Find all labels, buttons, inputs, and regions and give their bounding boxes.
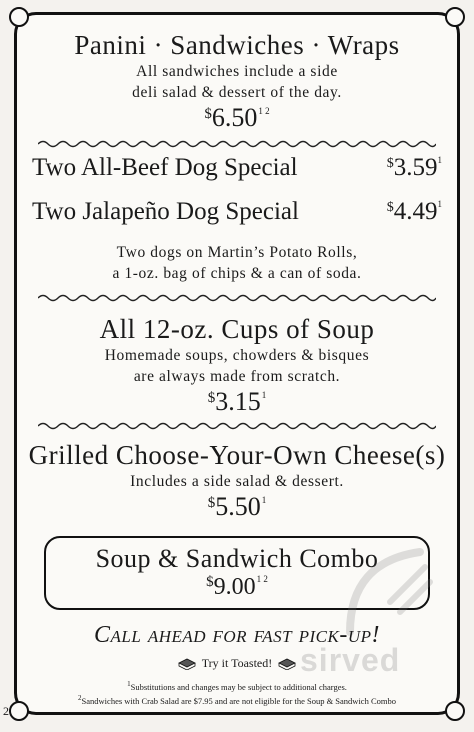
dog-special-1-name: Two All-Beef Dog Special bbox=[32, 154, 298, 181]
cheese-section bbox=[20, 440, 454, 522]
corner-ornament bbox=[9, 7, 29, 27]
panini-desc-1: All sandwiches include a side bbox=[136, 63, 338, 80]
dogs-desc-1: Two dogs on Martin’s Potato Rolls, bbox=[116, 244, 358, 261]
soup-title: All 12-oz. Cups of Soup bbox=[99, 314, 375, 344]
dog-special-2-name: Two Jalapeño Dog Special bbox=[32, 198, 299, 225]
toasted-line bbox=[20, 656, 454, 671]
panini-section bbox=[20, 30, 454, 133]
combo-price: $^{\$}9.00^{1 2}$ bbox=[206, 574, 268, 600]
soup-section bbox=[20, 314, 454, 417]
toasted-text: Try it Toasted! bbox=[201, 656, 273, 670]
dog-special-2 bbox=[32, 198, 442, 226]
soup-price: $3.15$^1$ bbox=[207, 387, 267, 416]
footnote-1: $^1$Substitutions and changes may be subject to additional charges. bbox=[127, 680, 347, 692]
corner-ornament bbox=[445, 7, 465, 27]
wavy-divider bbox=[38, 138, 436, 150]
cheese-price: $5.50$^1$ bbox=[207, 492, 267, 521]
call-ahead-banner: Call ahead for fast pick-up! bbox=[94, 622, 380, 648]
panini-price: $^{\$}6.50^{1 2}$ bbox=[204, 103, 270, 132]
wavy-divider bbox=[38, 292, 436, 304]
panini-title: Panini · Sandwiches · Wraps bbox=[74, 30, 400, 60]
panini-desc-2: deli salad & dessert of the day. bbox=[132, 84, 342, 101]
sandwich-icon bbox=[178, 658, 196, 670]
dog-special-2-price: $4.49$^1$ bbox=[386, 198, 442, 225]
dog-special-1-price: $3.59$^1$ bbox=[386, 154, 442, 181]
dogs-desc bbox=[20, 242, 454, 284]
soup-desc-2: are always made from scratch. bbox=[133, 368, 341, 385]
cheese-desc: Includes a side salad & dessert. bbox=[130, 473, 344, 490]
combo-title: Soup & Sandwich Combo bbox=[95, 544, 379, 573]
soup-desc-1: Homemade soups, chowders & bisques bbox=[104, 347, 370, 364]
footnote-2: $^2$Sandwiches with Crab Salad are $7.95 and are not eligible for the Soup & Sandwich Combo bbox=[78, 694, 396, 706]
dog-special-1 bbox=[32, 154, 442, 182]
dogs-desc-2: a 1-oz. bag of chips & a can of soda. bbox=[112, 265, 362, 282]
watermark-logo: sirved bbox=[300, 642, 401, 678]
cheese-title: Grilled Choose-Your-Own Cheese(s) bbox=[28, 440, 446, 470]
wavy-divider bbox=[38, 420, 436, 432]
page-number: 2 bbox=[3, 704, 9, 718]
sandwich-icon bbox=[278, 658, 296, 670]
